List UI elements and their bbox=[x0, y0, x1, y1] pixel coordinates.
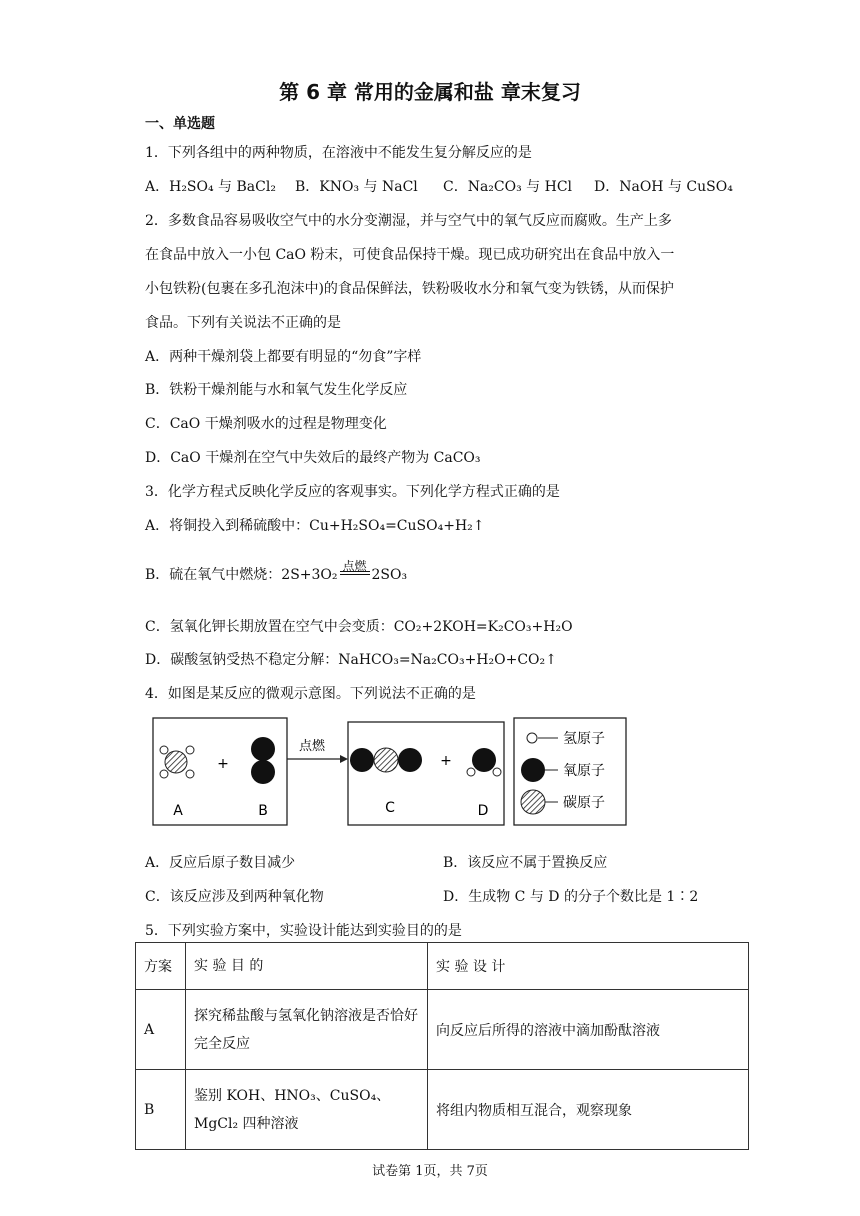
plus-sign-2: + bbox=[440, 753, 452, 769]
oxygen-atom bbox=[251, 737, 275, 761]
hydrogen-atom bbox=[160, 746, 168, 754]
hydrogen-atom bbox=[186, 746, 194, 754]
page-title: 第 6 章 常用的金属和盐 章末复习 bbox=[279, 80, 581, 104]
oxygen-atom bbox=[251, 760, 275, 784]
question-3-option-b bbox=[145, 559, 408, 584]
table-cell: 向反应后所得的溶液中滴加酚酞溶液 bbox=[428, 990, 749, 1070]
question-1-option-b: B．KNO₃ 与 NaCl bbox=[295, 179, 418, 195]
table-row bbox=[136, 990, 749, 1070]
question-4-option-a: A．反应后原子数目减少 bbox=[145, 855, 296, 871]
question-4-option-d: D．生成物 C 与 D 的分子个数比是 1∶2 bbox=[443, 889, 699, 905]
legend-oxygen bbox=[521, 758, 605, 782]
reaction-arrow bbox=[340, 559, 370, 579]
question-2-line-1: 2．多数食品容易吸收空气中的水分变潮湿，并与空气中的氧气反应而腐败。生产上多 bbox=[145, 213, 672, 229]
label-d: D bbox=[477, 803, 489, 819]
carbon-atom bbox=[165, 751, 187, 773]
page-footer: 试卷第 1页，共 7页 bbox=[372, 1164, 488, 1179]
legend-hydrogen bbox=[527, 731, 605, 747]
plus-sign-1: + bbox=[217, 756, 229, 772]
question-2-option-c: C．CaO 干燥剂吸水的过程是物理变化 bbox=[145, 416, 387, 432]
label-a: A bbox=[173, 803, 183, 819]
molecule-b bbox=[251, 737, 275, 784]
table-header-row bbox=[136, 943, 749, 990]
question-5-stem: 5．下列实验方案中，实验设计能达到实验目的的是 bbox=[145, 923, 462, 939]
question-2-line-4: 食品。下列有关说法不正确的是 bbox=[145, 315, 341, 331]
table-cell: 将组内物质相互混合，观察现象 bbox=[428, 1070, 749, 1150]
legend-hydrogen-label: 氢原子 bbox=[563, 731, 605, 747]
hydrogen-atom-icon bbox=[527, 733, 537, 743]
label-b: B bbox=[258, 803, 268, 819]
table-cell: 鉴别 KOH、HNO₃、CuSO₄、MgCl₂ 四种溶液 bbox=[186, 1070, 428, 1150]
reaction-condition: 点燃 bbox=[342, 559, 367, 573]
question-4-stem: 4．如图是某反应的微观示意图。下列说法不正确的是 bbox=[145, 686, 476, 702]
legend-carbon bbox=[521, 790, 605, 814]
diagram-condition: 点燃 bbox=[298, 739, 326, 754]
carbon-atom-icon bbox=[521, 790, 545, 814]
question-2-line-3: 小包铁粉(包裹在多孔泡沫中)的食品保鲜法，铁粉吸收水分和氧气变为铁锈，从而保护 bbox=[145, 281, 674, 297]
question-3-stem: 3．化学方程式反映化学反应的客观事实。下列化学方程式正确的是 bbox=[145, 484, 560, 500]
table-header-cell: 方案 bbox=[136, 943, 186, 990]
hydrogen-atom bbox=[493, 768, 501, 776]
legend-carbon-label: 碳原子 bbox=[563, 795, 605, 811]
table-row bbox=[136, 1070, 749, 1150]
question-3-option-b-products: 2SO₃ bbox=[371, 567, 408, 583]
oxygen-atom-icon bbox=[521, 758, 545, 782]
question-3-option-d: D．碳酸氢钠受热不稳定分解：NaHCO₃=Na₂CO₃+H₂O+CO₂↑ bbox=[145, 652, 557, 668]
reaction-arrow-head bbox=[340, 755, 348, 763]
question-2-line-2: 在食品中放入一小包 CaO 粉末，可使食品保持干燥。现已成功研究出在食品中放入一 bbox=[145, 247, 675, 263]
question-4-option-b: B．该反应不属于置换反应 bbox=[443, 855, 608, 871]
section-heading: 一、单选题 bbox=[145, 116, 215, 132]
question-2-option-d: D．CaO 干燥剂在空气中失效后的最终产物为 CaCO₃ bbox=[145, 450, 481, 466]
label-c: C bbox=[385, 800, 395, 816]
question-3-option-a: A．将铜投入到稀硫酸中：Cu+H₂SO₄=CuSO₄+H₂↑ bbox=[145, 518, 485, 534]
carbon-atom bbox=[374, 748, 398, 772]
hydrogen-atom bbox=[186, 770, 194, 778]
question-3-option-c: C．氢氧化钾长期放置在空气中会变质：CO₂+2KOH=K₂CO₃+H₂O bbox=[145, 619, 573, 635]
question-4-option-c: C．该反应涉及到两种氧化物 bbox=[145, 889, 324, 905]
table-cell: 探究稀盐酸与氢氧化钠溶液是否恰好完全反应 bbox=[186, 990, 428, 1070]
question-1-option-c: C．Na₂CO₃ 与 HCl bbox=[443, 179, 573, 195]
question-3-option-b-reactants: B．硫在氧气中燃烧：2S+3O₂ bbox=[145, 567, 338, 583]
question-2-option-a: A．两种干燥剂袋上都要有明显的“勿食”字样 bbox=[145, 349, 422, 365]
table-header-cell: 实 验 目 的 bbox=[186, 943, 428, 990]
oxygen-atom bbox=[472, 748, 496, 772]
table-cell: B bbox=[136, 1070, 186, 1150]
question-1-option-a: A．H₂SO₄ 与 BaCl₂ bbox=[145, 179, 276, 195]
question-1-stem: 1．下列各组中的两种物质，在溶液中不能发生复分解反应的是 bbox=[145, 145, 532, 161]
equals-bar bbox=[340, 571, 370, 575]
hydrogen-atom bbox=[467, 768, 475, 776]
question-2-option-b: B．铁粉干燥剂能与水和氧气发生化学反应 bbox=[145, 382, 408, 398]
oxygen-atom bbox=[398, 748, 422, 772]
table-header-cell: 实 验 设 计 bbox=[428, 943, 749, 990]
molecule-c bbox=[350, 748, 422, 772]
experiment-table bbox=[135, 942, 749, 1150]
molecule-a bbox=[160, 746, 194, 778]
reaction-micro-diagram bbox=[150, 712, 630, 828]
molecule-d bbox=[467, 748, 501, 776]
oxygen-atom bbox=[350, 748, 374, 772]
table-cell: A bbox=[136, 990, 186, 1070]
question-1-option-d: D．NaOH 与 CuSO₄ bbox=[594, 179, 733, 195]
hydrogen-atom bbox=[160, 770, 168, 778]
legend-oxygen-label: 氧原子 bbox=[563, 763, 605, 779]
